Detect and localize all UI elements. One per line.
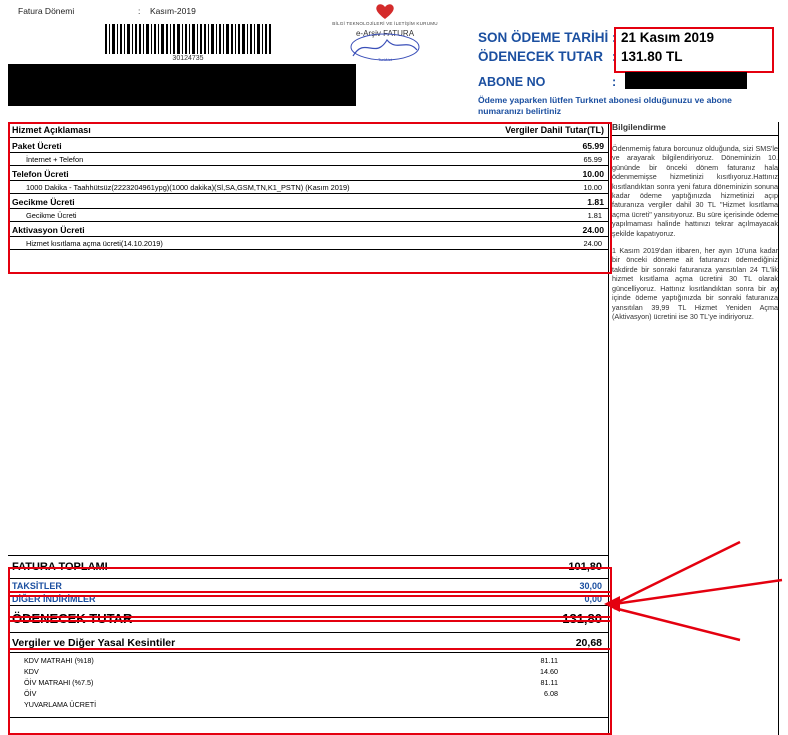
tax-row-name: KDV xyxy=(24,667,39,676)
charge-group-value: 1.81 xyxy=(587,197,604,207)
due-date-colon: : xyxy=(612,30,617,45)
tax-breakdown xyxy=(8,653,608,718)
payable-total-value: 131,80 xyxy=(562,611,602,626)
subscriber-label: ABONE NO xyxy=(478,75,546,89)
other-discounts-row xyxy=(8,592,608,606)
signature-stamp xyxy=(345,30,425,64)
col-service-label: Hizmet Açıklaması xyxy=(12,125,91,135)
due-date-value: 21 Kasım 2019 xyxy=(621,30,715,45)
information-divider xyxy=(612,135,778,136)
tax-row-name: ÖİV MATRAHI (%7.5) xyxy=(24,678,94,687)
table-row xyxy=(8,166,608,181)
installments-value: 30,00 xyxy=(579,581,602,591)
payment-note: Ödeme yaparken lütfen Turknet abonesi olduğunuzu ve abone numaranızı belirtiniz xyxy=(478,95,732,116)
taxes-label: Vergiler ve Diğer Yasal Kesintiler xyxy=(12,637,176,649)
tax-row-name: KDV MATRAHI (%18) xyxy=(24,656,94,665)
charge-group-name: Paket Ücreti xyxy=(12,141,62,151)
invoice-total-label: FATURA TOPLAMI xyxy=(12,561,108,573)
highlight-box-payment xyxy=(614,27,774,73)
tax-row-value: 81.11 xyxy=(540,656,558,665)
invoice-period xyxy=(18,6,196,16)
invoice-total-row xyxy=(8,556,608,579)
charges-table-empty-space xyxy=(8,250,608,556)
issuer-logo-subtitle: BİLGİ TEKNOLOJİLERİ VE İLETİŞİM KURUMU xyxy=(332,21,438,26)
charge-group-value: 65.99 xyxy=(582,141,604,151)
charge-group-value: 10.00 xyxy=(582,169,604,179)
information-title: Bilgilendirme xyxy=(612,122,666,132)
due-date-label: SON ÖDEME TARİHİ xyxy=(478,30,609,45)
charge-group-name: Gecikme Ücreti xyxy=(12,197,75,207)
tax-row-name: YUVARLAMA ÜCRETİ xyxy=(24,700,97,709)
table-row xyxy=(8,666,608,677)
installments-label: TAKSİTLER xyxy=(12,581,62,591)
installments-row xyxy=(8,579,608,592)
payable-total-label: ÖDENECEK TUTAR xyxy=(12,611,133,626)
information-paragraph-2: 1 Kasım 2019'dan itibaren, her ayın 10'una kadar bir önceki döneme ait faturanızı ödemediğiniz takdirde bir sonraki faturanıza yansıtılan 24 TL'lik hizmet kısıtlama açma ücretini 30 TL olarak güncelliyoruz. Hattınız kısıtlandıktan sonra bir ay içinde ödeme yaptığınızda bir sonraki faturanıza yansıtılan 39,99 TL Hizmet Yeniden Açma (Aktivasyon) ücretini ise 30 TL'ye indiriyoruz. xyxy=(612,246,778,321)
charges-table-header xyxy=(8,122,608,138)
table-row xyxy=(8,655,608,666)
table-row xyxy=(8,138,608,153)
table-row xyxy=(8,699,608,710)
amount-due-label: ÖDENECEK TUTAR xyxy=(478,49,604,64)
tax-row-name: ÖİV xyxy=(24,689,37,698)
information-paragraph-1: Ödenmemiş fatura borcunuz olduğunda, sizi SMS'le ve arayarak bilgilendiriyoruz. Döneminizin 10. gününde bir önceki dönem faturanız hala ödenmemişse hizmetinizi kısıtlıyoruz.Hattınız kısıtlandıktan sonra yeni fatura döneminizin sonuna kadar ödeme yaptığınızda hizmetinizi açıp faturanıza vergiler dahil 30 TL "Hizmet kısıtlama açma ücreti" yansıtıyoruz. Bu süre içerisinde ödeme yapılmaması halinde hattınızı tekrar açılmayacak şekilde kapatıyoruz. xyxy=(612,144,778,238)
charge-group-name: Telefon Ücreti xyxy=(12,169,69,179)
subscriber-colon: : xyxy=(612,75,617,89)
charge-group-name: Aktivasyon Ücreti xyxy=(12,225,85,235)
redacted-customer-info xyxy=(8,64,356,106)
table-row xyxy=(8,677,608,688)
table-row xyxy=(8,194,608,209)
amount-due-colon: : xyxy=(612,49,617,64)
charge-line-name: İnternet + Telefon xyxy=(26,155,84,164)
redacted-subscriber-number xyxy=(625,72,747,89)
table-row xyxy=(8,222,608,237)
table-row xyxy=(8,237,608,250)
charge-line-value: 24.00 xyxy=(583,239,602,248)
svg-text:TurkNet: TurkNet xyxy=(377,57,393,62)
charge-group-value: 24.00 xyxy=(582,225,604,235)
table-row xyxy=(8,181,608,194)
invoice-total-value: 101,80 xyxy=(568,561,602,573)
table-row xyxy=(8,153,608,166)
table-row xyxy=(8,209,608,222)
other-discounts-value: 0,00 xyxy=(584,594,602,604)
charge-line-name: Gecikme Ücreti xyxy=(26,211,77,220)
invoice-period-value: Kasım-2019 xyxy=(150,6,196,16)
tax-row-value: 6.08 xyxy=(544,689,558,698)
tax-row-value: 81.11 xyxy=(540,678,558,687)
invoice-period-label: Fatura Dönemi xyxy=(18,6,75,16)
taxes-value: 20,68 xyxy=(575,637,602,649)
payable-total-row xyxy=(8,606,608,633)
charge-line-value: 65.99 xyxy=(583,155,602,164)
charges-table xyxy=(8,122,608,718)
heart-icon xyxy=(374,2,396,20)
earsiv-label: e-Arşiv FATURA xyxy=(355,29,415,38)
col-amount-label: Vergiler Dahil Tutar(TL) xyxy=(505,125,604,135)
annotation-arrows xyxy=(600,530,788,690)
amount-due-value: 131.80 TL xyxy=(621,49,683,64)
other-discounts-label: DİĞER İNDİRİMLER xyxy=(12,594,96,604)
information-panel xyxy=(612,122,778,321)
barcode-number: 30124735 xyxy=(172,55,204,62)
tax-row-value: 14.60 xyxy=(540,667,558,676)
charge-line-value: 1.81 xyxy=(587,211,602,220)
charge-line-name: 1000 Dakika - Taahhütsüz(2223204961ypg)(1000 dakika)(Sl,SA,GSM,TN,K1_PSTN) (Kasım 2019) xyxy=(26,183,350,192)
charge-line-value: 10.00 xyxy=(583,183,602,192)
taxes-header-row xyxy=(8,633,608,653)
charge-line-name: Hizmet kısıtlama açma ücreti(14.10.2019) xyxy=(26,239,163,248)
table-row xyxy=(8,688,608,699)
barcode xyxy=(103,24,273,54)
invoice-period-colon: : xyxy=(138,6,141,16)
